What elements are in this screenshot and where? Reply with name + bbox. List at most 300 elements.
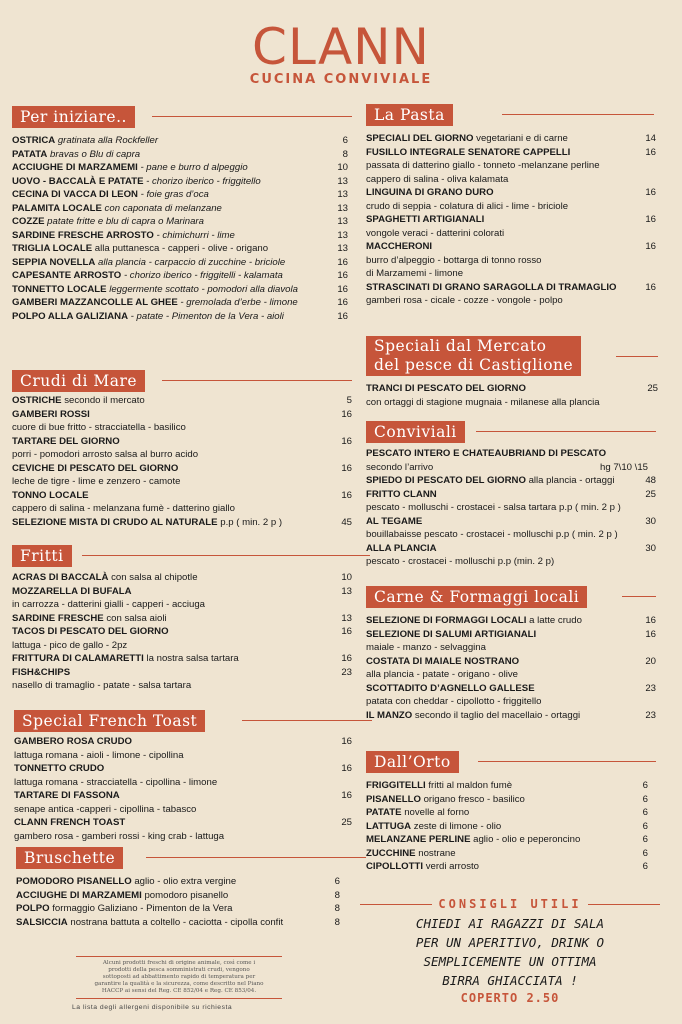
item-description: con salsa al chipotle [108,572,198,583]
item-name: PATATE [366,807,402,818]
menu-item-row [12,462,352,476]
menu-item [12,462,352,489]
item-detail [12,421,352,435]
item-name: TARTARE DEL GIORNO [12,435,120,447]
section-title: Dall’Orto [366,751,459,773]
menu-item-row [366,682,656,696]
menu-item-row [12,585,352,599]
menu-item-row [12,489,352,503]
menu-item [12,148,352,162]
section-title: Fritti [12,545,72,567]
item-name: OSTRICA [12,135,56,146]
item-description: - chorizo iberico - friggitello [143,175,261,187]
item-name: CIPOLLOTTI [366,861,424,872]
item-price: 48 [645,475,656,486]
section-carne [366,586,656,722]
menu-item [12,585,352,612]
brand-name: CLANN [252,18,430,76]
item-description: - chimichurri - lime [153,229,235,241]
item-detail-text: bouillabaisse pescato - crostacei - molluschi p.p ( min. 2 p ) [366,529,618,540]
menu-item-row [366,132,656,146]
item-description: vegetariani e di carne [473,133,568,144]
menu-item [16,916,340,930]
section-per-iniziare [12,106,352,323]
item-name: COZZE [12,216,45,227]
menu-item-row [366,847,656,861]
menu-item [12,652,352,666]
item-price: 6 [642,861,648,872]
menu-item [366,655,656,682]
menu-item [16,902,340,916]
item-price: 6 [642,793,648,805]
section-mercato [366,336,658,409]
menu-item-row [16,902,340,916]
menu-item-row [12,215,352,229]
item-detail-text: gamberi rosa - cicale - cozze - vongole - polpo [366,295,563,306]
menu-item [366,793,656,807]
menu-item [12,435,352,462]
menu-item-row [366,146,656,160]
item-name: LINGUINA DI GRANO DURO [366,187,494,198]
menu-item [12,202,352,216]
item-detail [366,528,656,542]
item-name: AL TEGAME [366,515,423,527]
menu-item-row [12,666,352,680]
menu-item-row [16,916,340,930]
item-detail-text: passata di datterino giallo - tonneto -melanzane perline [366,160,600,171]
item-price: 45 [341,516,352,528]
item-name: STRASCINATI DI GRANO SARAGOLLA DI TRAMAGLIO [366,281,617,293]
item-description: origano fresco - basilico [420,793,525,805]
menu-item [366,447,656,474]
menu-item [12,310,352,324]
menu-item-row [12,408,352,422]
item-name: TRIGLIA LOCALE [12,243,93,254]
allergens-note: La lista degli allergeni disponibile su richiesta [72,1004,233,1011]
menu-item [12,666,352,693]
item-name: PATATA [12,148,48,160]
item-name: POLPO ALLA GALIZIANA [12,310,129,322]
item-detail-text: cappero di salina - melanzana fumè - datterino giallo [12,503,235,514]
item-description: aglio - olio extra vergine [131,876,237,887]
item-detail [12,679,352,693]
divider [76,956,282,957]
menu-item [12,269,352,283]
menu-item-row [366,447,656,461]
menu-item-row [12,148,352,162]
item-price: 30 [645,542,656,554]
item-description: novelle al forno [401,807,470,818]
item-name: FISH&CHIPS [12,666,71,678]
menu-item [14,816,352,843]
item-name: TONNETTO CRUDO [14,763,105,774]
menu-item [366,281,656,308]
menu-item [14,789,352,816]
menu-item-row [366,240,656,254]
menu-item-row [14,735,352,749]
menu-item-row [366,860,656,874]
item-detail-text: cuore di bue fritto - stracciatella - basilico [12,422,186,433]
item-price: 16 [645,241,656,252]
item-description: bravas o Blu di capra [47,148,141,160]
menu-item [12,215,352,229]
item-name: TACOS DI PESCATO DEL GIORNO [12,626,169,637]
item-name: SELEZIONE DI FORMAGGI LOCALI [366,615,527,626]
menu-item-row [366,655,656,669]
tips-line: BIRRA GHIACCIATA ! [442,973,578,988]
item-name: ACCIUGHE DI MARZAMEMI [16,889,142,901]
item-description: secondo il taglio del macellaio - ortaggi [412,709,581,721]
menu-item-row [12,202,352,216]
item-price: 16 [337,297,348,308]
item-name: CAPESANTE ARROSTO [12,270,122,281]
item-name: SPIEDO DI PESCATO DEL GIORNO [366,475,526,486]
item-price: 16 [645,281,656,293]
item-description: leggermente scottato - pomodori alla diavola [106,283,298,295]
item-description: - foie gras d’oca [137,189,209,200]
menu-item-row [366,488,656,502]
item-price: 16 [341,790,352,801]
menu-item-row [12,310,352,324]
item-description: patate fritte e blu di capra o Marinara [44,216,204,227]
menu-item [366,515,656,542]
menu-item-row [366,474,656,488]
item-description: secondo il mercato [61,395,145,406]
divider [622,596,656,597]
menu-item [12,516,352,530]
item-price: 10 [337,162,348,173]
section-title: Crudi di Mare [12,370,145,392]
item-detail [366,254,656,268]
divider [502,114,654,115]
item-detail [14,749,352,763]
menu-item-row [12,516,352,530]
item-detail [366,227,656,241]
menu-item [366,488,656,515]
menu-item-row [366,542,656,556]
menu-item-row [366,779,656,793]
section-title: Conviviali [366,421,465,443]
item-price: 8 [342,148,348,160]
menu-item-row [366,833,656,847]
item-price: 23 [341,666,352,678]
menu-item [366,186,656,213]
menu-item [366,213,656,240]
tips-line: PER UN APERITIVO, DRINK O [415,935,605,950]
item-name: OSTRICHE [12,395,62,406]
menu-item-row [366,213,656,227]
menu-item-row [12,269,352,283]
item-description: - pane e burro d alpeggio [137,162,248,173]
menu-item [12,489,352,516]
item-description: alla plancia - ortaggi [525,475,615,486]
section-fritti [12,545,352,693]
item-name: LATTUGA [366,820,412,832]
item-price: 13 [337,202,348,214]
item-detail [366,668,656,682]
menu-item [366,860,656,874]
item-detail [366,555,656,569]
item-price: 16 [645,615,656,626]
section-crudi [12,370,352,529]
item-price: 16 [341,763,352,774]
item-detail [366,200,656,214]
item-name: FRITTURA DI CALAMARETTI [12,653,144,664]
menu-item [16,875,340,889]
tips-title: CONSIGLI UTILI [432,897,587,911]
item-name: PALAMITA LOCALE [12,202,102,214]
note-line: prodotti della pesca somministrati crudi, vengono [108,967,250,973]
item-detail-text: di Marzamemi - limone [366,268,464,279]
item-description: zeste di limone - olio [411,820,502,832]
menu-item-row [366,186,656,200]
menu-item-row [366,628,656,642]
section-orto [366,751,656,874]
menu-item [16,889,340,903]
item-description: pomodoro pisanello [141,889,229,901]
menu-item [366,240,656,281]
menu-item [12,625,352,652]
item-price: 6 [642,820,648,832]
menu-item [366,709,656,723]
item-detail-text: patata con cheddar - cipollotto - friggitello [366,696,542,707]
item-price: 16 [341,435,352,447]
section-title: Carne & Formaggi locali [366,586,587,608]
item-price: 16 [341,626,352,637]
item-price: 8 [334,916,340,928]
item-name: ZUCCHINE [366,847,416,859]
item-description: p.p ( min. 2 p ) [217,516,283,528]
item-description: alla puttanesca - capperi - olive - origano [92,243,269,254]
item-price: 20 [645,655,656,667]
section-title: Per iniziare.. [12,106,135,128]
item-name: SELEZIONE MISTA DI CRUDO AL NATURALE [12,516,218,528]
item-price: 13 [341,612,352,624]
item-price: 16 [337,310,348,322]
menu-item [12,161,352,175]
item-name: PISANELLO [366,793,421,805]
item-description: a latte crudo [526,615,582,626]
menu-item-row [366,382,658,396]
item-description: - patate - Pimenton de la Vera - aioli [128,310,284,322]
menu-item-row [366,614,656,628]
item-detail-text: cappero di salina - oliva kalamata [366,173,509,185]
item-price: 16 [645,146,656,158]
menu-item [12,256,352,270]
item-description: gratinata alla Rockfeller [55,135,159,146]
item-detail-text: vongole veraci - datterini colorati [366,227,505,239]
item-detail-text: porri - pomodori arrosto salsa al burro acido [12,449,199,460]
item-name: TRANCI DI PESCATO DEL GIORNO [366,383,526,394]
divider [152,116,352,117]
section-french-toast [14,710,352,843]
item-detail [366,294,656,308]
item-price: 25 [645,488,656,500]
note-line: garantire la qualità e la sicurezza, come descritto nel Piano [94,981,264,987]
section-title: Bruschette [16,847,123,869]
item-detail-text: maiale - manzo - selvaggina [366,642,486,653]
item-name: ACCIUGHE DI MARZAMEMI [12,162,138,173]
divider [146,857,366,858]
item-price: 25 [647,383,658,394]
divider [242,720,372,721]
item-detail-text: senape antica -capperi - cipollina - tabasco [14,803,197,815]
menu-item [366,806,656,820]
item-detail [366,396,658,410]
item-detail [12,502,352,516]
item-price: 13 [337,229,348,241]
menu-item-row [12,394,352,408]
item-name: TONNO LOCALE [12,489,89,501]
item-price: 6 [342,135,348,146]
menu-item [366,542,656,569]
item-price: 8 [334,903,340,914]
item-price: 16 [341,653,352,664]
item-name: MOZZARELLA DI BUFALA [12,585,132,597]
menu-item [366,382,658,409]
section-pasta [366,104,656,308]
menu-item-row [12,256,352,270]
item-name: CECINA DI VACCA DI LEON [12,189,138,200]
cover-charge: COPERTO 2.50 [460,991,560,1005]
item-name: TARTARE DI FASSONA [14,790,120,801]
item-name: CLANN FRENCH TOAST [14,817,126,828]
item-price: 16 [645,214,656,225]
item-detail-text: gambero rosa - gamberi rossi - king crab - lattuga [14,830,225,842]
item-price: 16 [337,283,348,295]
item-detail-text: lattuga romana - aioli - limone - cipollina [14,749,184,761]
tips-line: CHIEDI AI RAGAZZI DI SALA [415,916,605,931]
item-detail [14,803,352,817]
item-price: 5 [346,395,352,406]
item-name: ALLA PLANCIA [366,542,437,554]
menu-item-row [14,762,352,776]
item-name: ACRAS DI BACCALÀ [12,572,109,583]
item-name: FUSILLO INTEGRALE SENATORE CAPPELLI [366,146,571,158]
item-description: la nostra salsa tartara [143,653,239,664]
item-detail-text: crudo di seppia - colatura di alici - lime - briciole [366,200,569,212]
menu-item-row [12,652,352,666]
item-price: 6 [334,876,340,887]
item-name: TONNETTO LOCALE [12,283,107,295]
item-price: 16 [341,489,352,501]
menu-item-row [12,435,352,449]
item-detail [366,267,656,281]
menu-item [366,146,656,187]
item-detail [12,639,352,653]
item-detail-text: in carrozza - datterini gialli - capperi - acciuga [12,599,206,610]
item-name: CEVICHE DI PESCATO DEL GIORNO [12,462,179,474]
item-name: SEPPIA NOVELLA [12,256,96,268]
item-detail-text: alla plancia - patate - origano - olive [366,669,518,680]
item-price: 16 [645,628,656,640]
item-detail [366,159,656,173]
item-name: GAMBERI MAZZANCOLLE AL GHEE [12,297,178,308]
item-name: SPECIALI DEL GIORNO [366,133,474,144]
item-price: 23 [645,709,656,721]
item-detail-text: lattuga - pico de gallo - 2pz [12,639,128,651]
item-detail [366,501,656,515]
item-description: fritti al maldon fumè [425,780,513,791]
item-detail-text: con ortaggi di stagione mugnaia - milanese alla plancia [366,396,600,408]
item-name: MACCHERONI [366,241,433,252]
item-detail [14,776,352,790]
menu-item [366,682,656,709]
section-bruschette [16,847,340,929]
menu-item-row [12,283,352,297]
item-name: SARDINE FRESCHE [12,612,104,624]
menu-item-row [12,242,352,256]
item-price: 13 [337,175,348,187]
note-line: Alcuni prodotti freschi di origine animale, così come i [102,960,256,966]
note-line: HACCP ai sensi del Reg. CE 852/04 e Reg. CE 853/04. [101,988,257,994]
item-detail [12,475,352,489]
menu-item-row [366,806,656,820]
item-name: SELEZIONE DI SALUMI ARTIGIANALI [366,628,537,640]
item-name: FRIGGITELLI [366,780,426,791]
section-title: La Pasta [366,104,453,126]
item-price: 23 [645,682,656,694]
item-price: 6 [642,834,648,845]
divider [478,761,656,762]
item-detail-text: pescato - crostacei - molluschi p.p (min. 2 p) [366,556,555,567]
item-name: POMODORO PISANELLO [16,876,132,887]
item-name: POLPO [16,903,50,914]
item-price: 16 [341,408,352,420]
item-name: UOVO - BACCALÀ E PATATE [12,175,144,187]
divider [616,356,658,357]
menu-item [14,762,352,789]
item-description: nostrana battuta a coltello - caciotta - cipolla confit [67,916,284,928]
item-detail [366,641,656,655]
item-description: aglio - olio e peperoncino [470,834,581,845]
tips-box [360,893,660,1005]
item-description: formaggio Galiziano - Pimenton de la Vera [49,903,233,914]
menu-item-row [16,889,340,903]
menu-item-row [366,793,656,807]
item-price: 13 [337,216,348,227]
item-name: PESCATO INTERO E CHATEAUBRIAND DI PESCATO [366,448,607,459]
item-description: - gremolada d’erbe - limone [177,297,298,308]
item-name: SARDINE FRESCHE ARROSTO [12,229,154,241]
item-price: 16 [337,256,348,268]
item-name: COSTATA DI MAIALE NOSTRANO [366,655,520,667]
item-name: GAMBERI ROSSI [12,408,90,420]
menu-item-row [366,820,656,834]
menu-item [12,242,352,256]
item-detail-text: burro d’alpeggio - bottarga di tonno rosso [366,254,542,266]
legal-note [76,956,282,999]
item-price: 6 [642,847,648,859]
item-price: 6 [642,807,648,818]
menu-item [12,571,352,585]
item-detail-text: nasello di tramaglio - patate - salsa tartara [12,680,192,691]
section-title: Speciali dal Mercato del pesce di Castiglione [366,336,581,376]
item-name: SPAGHETTI ARTIGIANALI [366,214,485,225]
menu-item-row [12,134,352,148]
item-price: 14 [645,133,656,144]
menu-item [14,735,352,762]
item-price: 13 [337,243,348,254]
item-name: SCOTTADITO D’AGNELLO GALLESE [366,682,535,694]
menu-item [12,394,352,408]
item-description: verdi arrosto [423,861,480,872]
item-name: MELANZANE PERLINE [366,834,471,845]
menu-item-row [12,612,352,626]
menu-item [12,188,352,202]
divider [76,998,282,999]
item-description: con caponata di melanzane [101,202,222,214]
